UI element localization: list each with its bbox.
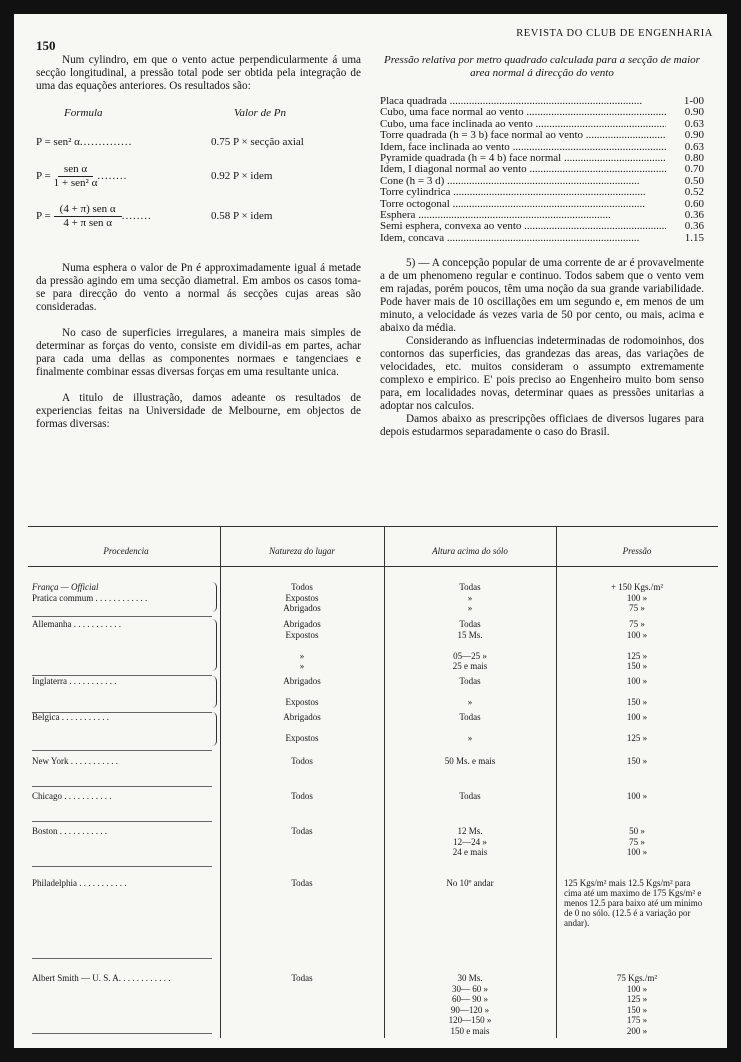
row-place xyxy=(28,973,220,1036)
row-natureza: Todos Expostos Abrigados xyxy=(283,582,321,613)
table-row xyxy=(28,826,718,858)
formula-lhs: P = sen² α xyxy=(36,135,80,148)
col-header-pressao: Pressão xyxy=(622,546,652,556)
row-place xyxy=(28,756,220,767)
pressure-item-value: 0.90 xyxy=(684,106,704,119)
pressure-item xyxy=(380,142,704,153)
place-name: França — Official xyxy=(32,582,99,592)
row-pressao: 150 » xyxy=(626,756,648,766)
table-row xyxy=(28,619,718,672)
pressure-table-title: Pressão relativa por metro quadrado calculada para a secção de maior area normal á direcção do vento xyxy=(384,54,700,79)
pressure-item-value: 0.90 xyxy=(684,129,704,142)
place-name: Philadelphia . . . . . . . . . . . xyxy=(32,878,127,888)
formula-value: 0.92 P × idem xyxy=(211,169,273,182)
row-altura: 50 Ms. e mais xyxy=(444,756,496,766)
place-subname: Pratica commum . . . . . . . . . . . . xyxy=(32,592,148,603)
row-place xyxy=(28,791,220,802)
formula-denominator: 1 + sen² α xyxy=(53,176,98,189)
row-divider xyxy=(32,1033,212,1034)
row-altura: Todas » xyxy=(459,712,481,743)
place-name: New York . . . . . . . . . . . xyxy=(32,756,119,766)
brace-mark xyxy=(212,619,217,671)
pressure-item-label: Idem, I diagonal normal ao vento ..... xyxy=(380,164,666,175)
row-natureza: Todas xyxy=(291,973,313,983)
place-name: Boston . . . . . . . . . . . xyxy=(32,826,108,836)
formula-row: P = $\frac{\text{(4 + π) sen α}}{\text{4 + π sen α}}$ ........ 0.58 P × idem xyxy=(36,202,273,229)
place-name: Inglaterra . . . . . . . . . . . xyxy=(32,676,117,686)
pressure-item-label: Cubo, uma face inclinada ao vento ..... xyxy=(380,119,666,130)
formula-row: P = sen² α .............. 0.75 P × secção axial xyxy=(36,135,304,148)
pressure-item-label: Torre cylindrica ..... xyxy=(380,187,666,198)
row-place xyxy=(28,712,220,744)
row-divider xyxy=(32,821,212,822)
pressure-item-value: 0.63 xyxy=(684,140,704,153)
pressure-item xyxy=(380,187,704,198)
row-natureza: Todos xyxy=(291,756,313,766)
table-row xyxy=(28,712,718,744)
formula-label: Formula xyxy=(64,107,103,119)
row-divider xyxy=(32,866,212,867)
pressure-item-value: 0.60 xyxy=(684,197,704,210)
pressure-item xyxy=(380,233,704,244)
pressure-item-value: 0.36 xyxy=(684,220,704,233)
pressure-item-label: Cubo, uma face normal ao vento ..... xyxy=(380,107,666,118)
row-pressao: 100 » 150 » xyxy=(626,676,648,707)
pressure-item xyxy=(380,210,704,221)
row-place xyxy=(28,676,220,708)
pressure-item xyxy=(380,153,704,164)
pressure-item-label: Idem, concava ..... xyxy=(380,233,666,244)
table-row xyxy=(28,973,718,1036)
table-row xyxy=(28,582,718,614)
engineer-paragraph: Considerando as influencias indeterminadas de rodomoinhos, dos contornos das superficies, das grandezas das areas, das variações de velocidades, etc. muitos consideram o assumpto extremamente complexo e empirico. E' pois preciso ao Engenheiro muito bom senso para, em localidades novas, determinar quaes as pressões unitarias a adoptar nos calculos. xyxy=(380,335,704,413)
pressure-item-label: Idem, face inclinada ao vento ..... xyxy=(380,142,666,153)
journal-title: REVISTA DO CLUB DE ENGENHARIA xyxy=(516,28,713,39)
place-name: Chicago . . . . . . . . . . . xyxy=(32,791,112,801)
row-altura: Todas xyxy=(459,791,481,801)
pressure-prescriptions-table xyxy=(28,526,718,1038)
col-header-altura: Altura acima do sólo xyxy=(432,546,508,556)
row-place xyxy=(28,878,220,928)
formula-value: 0.75 P × secção axial xyxy=(211,135,304,148)
row-altura: Todas » » xyxy=(459,582,481,613)
row-natureza: Todos xyxy=(291,791,313,801)
pressure-item xyxy=(380,96,704,107)
row-altura: 12 Ms. 12—24 » 24 e mais xyxy=(452,826,488,857)
pressure-item-value: 0.36 xyxy=(684,209,704,222)
row-pressao: 100 » 125 » xyxy=(626,712,648,743)
pressure-item-value: 0.52 xyxy=(684,186,704,199)
row-natureza: Abrigados Expostos xyxy=(283,676,321,707)
row-pressao: 100 » xyxy=(626,791,648,801)
formula-value: 0.58 P × idem xyxy=(211,209,273,222)
pressure-item-label: Semi esphera, convexa ao vento ..... xyxy=(380,221,666,232)
row-natureza: Todas xyxy=(291,878,313,888)
row-divider xyxy=(32,616,212,617)
table-row xyxy=(28,791,718,802)
row-place xyxy=(28,582,220,614)
left-column xyxy=(36,54,361,431)
pressure-item-value: 1-00 xyxy=(683,95,704,107)
pressure-item xyxy=(380,164,704,175)
row-pressao: 75 Kgs./m² 100 » 125 » 150 » 175 » 200 » xyxy=(616,973,658,1036)
row-divider xyxy=(32,786,212,787)
row-altura: Todas » xyxy=(459,676,481,707)
prescriptions-paragraph: Damos abaixo as prescripções officiaes de diversos lugares para depois estudarmos separadamente o caso do Brasil. xyxy=(380,413,704,439)
melbourne-paragraph: A titulo de illustração, damos adeante os resultados de experiencias feitas na Universidade de Melbourne, em objectos de formas diversas: xyxy=(36,392,361,430)
pressure-item-value: 1.15 xyxy=(684,231,704,244)
pressure-item-label: Torre octogonal ..... xyxy=(380,199,666,210)
pressure-item-label: Torre quadrada (h = 3 b) face normal ao vento ..... xyxy=(380,130,666,141)
pressure-item xyxy=(380,176,704,187)
wind-paragraph: 5) — A concepção popular de uma corrente de ar é provavelmente a de um phenomeno regular e continuo. Todos sabem que o vento vem em rajadas, porém poucos, têm uma noção da sua grande variabilidade. Pode haver mais de 10 oscillações em um segundo e, em menos de um minuto, a velocidade ás vezes varia de 50 por cento, ou mais, acima e abaixo da média. xyxy=(380,257,704,335)
pressure-item xyxy=(380,130,704,141)
row-pressao: + 150 Kgs./m² 100 » 75 » xyxy=(610,582,664,613)
pressure-item xyxy=(380,199,704,210)
pressure-item-label: Esphera ..... xyxy=(380,210,666,221)
table-row xyxy=(28,756,718,767)
brace-mark xyxy=(212,676,217,708)
pressure-item-label: Pyramide quadrada (h = 4 b) face normal ..... xyxy=(380,153,666,164)
row-natureza: Abrigados Expostos » » xyxy=(283,619,321,671)
row-natureza: Abrigados Expostos xyxy=(283,712,321,743)
brace-mark xyxy=(212,712,217,746)
right-column xyxy=(380,54,704,439)
value-label: Valor de Pn xyxy=(234,107,286,119)
row-pressao: 125 Kgs/m² mais 12.5 Kgs/m² para cima até um maximo de 175 Kgs/m² e menos 12.5 para baixo até um minimo de 0 no sólo. (12.5 é a variação por andar). xyxy=(564,878,703,928)
page xyxy=(14,14,727,1048)
row-divider xyxy=(32,750,212,751)
row-divider xyxy=(32,958,212,959)
page-number: 150 xyxy=(36,38,56,53)
pressure-item-value: 0.63 xyxy=(684,117,704,130)
row-altura: No 10º andar xyxy=(446,878,494,888)
row-place xyxy=(28,826,220,858)
intro-paragraph: Num cylindro, em que o vento actue perpendicularmente á uma secção longitudinal, a pressão total pode ser obtida pela integração de uma das equações anteriores. Os resultados são: xyxy=(36,54,361,92)
pressure-list xyxy=(380,96,704,244)
formula-denominator: 4 + π sen α xyxy=(63,216,113,229)
col-header-natureza: Natureza do lugar xyxy=(269,546,335,556)
formula-row: P = $\frac{\text{sen α}}{\text{1 + sen² α}}$ ........ 0.92 P × idem xyxy=(36,162,273,189)
pressure-item-label: Cone (h = 3 d) ..... xyxy=(380,176,666,187)
row-natureza: Todas xyxy=(291,826,313,836)
pressure-item-value: 0.50 xyxy=(684,174,704,187)
row-altura: 30 Ms. 30— 60 » 60— 90 » 90—120 » 120—150 » 150 e mais xyxy=(448,973,492,1036)
row-pressao: 50 » 75 » 100 » xyxy=(626,826,648,857)
row-pressao: 75 » 100 » 125 » 150 » xyxy=(626,619,648,671)
formula-header xyxy=(36,107,361,120)
table-row xyxy=(28,676,718,708)
place-name: Albert Smith — U. S. A. . . . . . . . . . . . xyxy=(32,973,171,983)
col-header-procedencia: Procedencia xyxy=(103,546,149,556)
brace-mark xyxy=(212,582,217,612)
pressure-item xyxy=(380,119,704,130)
formula-numerator: sen α xyxy=(58,163,93,177)
row-place xyxy=(28,619,220,672)
formula-numerator: (4 + π) sen α xyxy=(54,203,122,217)
pressure-item xyxy=(380,221,704,232)
table-row xyxy=(28,878,718,928)
pressure-item xyxy=(380,107,704,118)
irregular-paragraph: No caso de superficies irregulares, a maneira mais simples de determinar as forças do vento, consiste em dividil-as em partes, achar para cada uma dellas as componentes normaes e tangenciaes e finalmente combinar essas diversas forças em uma resultante unica. xyxy=(36,327,361,378)
place-name: Allemanha . . . . . . . . . . . xyxy=(32,619,121,629)
sphere-paragraph: Numa esphera o valor de Pn é approximadamente igual á metade da pressão agindo em uma secção diametral. Em ambos os casos toma-se para direcção do vento a normal ás secções cujas areas são consideradas. xyxy=(36,262,361,313)
pressure-item-value: 0.80 xyxy=(684,152,704,165)
place-name: Belgica . . . . . . . . . . . xyxy=(32,712,109,722)
pressure-item-label: Placa quadrada ..... xyxy=(380,96,666,107)
row-altura: Todas 15 Ms. 05—25 » 25 e mais xyxy=(452,619,488,671)
pressure-item-value: 0.70 xyxy=(684,163,704,176)
